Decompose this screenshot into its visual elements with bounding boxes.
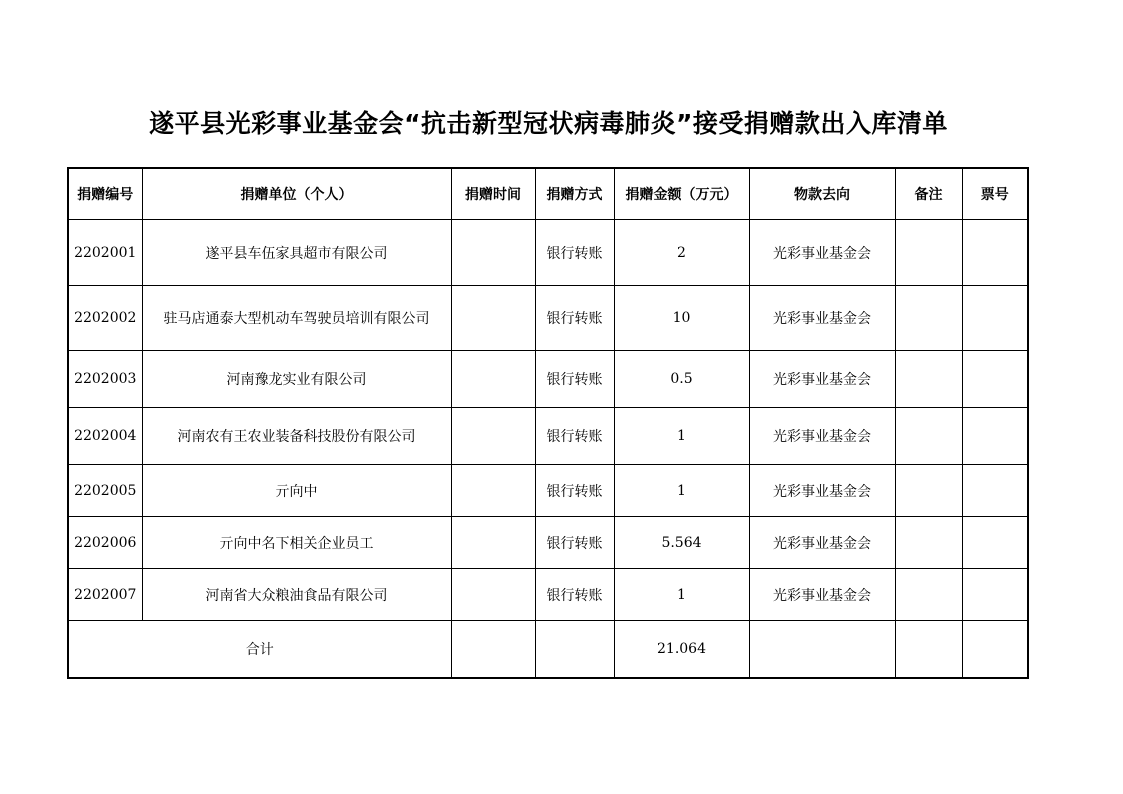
cell-donor: 遂平县车伍家具超市有限公司 <box>142 220 451 286</box>
header-donor: 捐赠单位（个人） <box>142 168 451 220</box>
cell-donor: 亓向中名下相关企业员工 <box>142 517 451 569</box>
total-label: 合计 <box>68 621 451 679</box>
cell-donation-time <box>451 351 535 408</box>
cell-donation-no: 2202004 <box>68 408 142 465</box>
cell-destination: 光彩事业基金会 <box>749 517 895 569</box>
cell-donation-time <box>451 569 535 621</box>
cell-donation-method: 银行转账 <box>535 286 614 351</box>
cell-donation-no: 2202007 <box>68 569 142 621</box>
table-row <box>68 569 1028 621</box>
total-cell-remarks <box>895 621 962 679</box>
cell-donor: 河南农有王农业装备科技股份有限公司 <box>142 408 451 465</box>
total-row <box>68 621 1028 679</box>
cell-destination: 光彩事业基金会 <box>749 286 895 351</box>
header-donation-time: 捐赠时间 <box>451 168 535 220</box>
header-ticket-no: 票号 <box>962 168 1028 220</box>
table-row <box>68 408 1028 465</box>
cell-remarks <box>895 351 962 408</box>
cell-ticket-no <box>962 286 1028 351</box>
cell-donation-method: 银行转账 <box>535 408 614 465</box>
cell-donation-amount: 5.564 <box>614 517 749 569</box>
cell-donor: 河南豫龙实业有限公司 <box>142 351 451 408</box>
cell-destination: 光彩事业基金会 <box>749 220 895 286</box>
cell-donation-method: 银行转账 <box>535 220 614 286</box>
cell-ticket-no <box>962 408 1028 465</box>
cell-ticket-no <box>962 465 1028 517</box>
cell-donation-time <box>451 517 535 569</box>
total-amount: 21.064 <box>614 621 749 679</box>
table-row <box>68 517 1028 569</box>
cell-ticket-no <box>962 517 1028 569</box>
table-row <box>68 286 1028 351</box>
cell-remarks <box>895 286 962 351</box>
total-cell-donation-time <box>451 621 535 679</box>
cell-donation-time <box>451 408 535 465</box>
cell-donation-time <box>451 286 535 351</box>
donation-ledger-table <box>67 167 1029 679</box>
cell-donation-no: 2202003 <box>68 351 142 408</box>
cell-remarks <box>895 517 962 569</box>
cell-donation-amount: 1 <box>614 569 749 621</box>
cell-ticket-no <box>962 351 1028 408</box>
cell-remarks <box>895 408 962 465</box>
cell-donation-no: 2202002 <box>68 286 142 351</box>
cell-donation-time <box>451 220 535 286</box>
header-donation-amount: 捐赠金额（万元） <box>614 168 749 220</box>
table-row <box>68 351 1028 408</box>
total-cell-destination <box>749 621 895 679</box>
cell-donation-method: 银行转账 <box>535 517 614 569</box>
cell-donation-no: 2202006 <box>68 517 142 569</box>
header-row <box>68 168 1028 220</box>
cell-donation-amount: 10 <box>614 286 749 351</box>
cell-donation-no: 2202005 <box>68 465 142 517</box>
cell-donation-no: 2202001 <box>68 220 142 286</box>
cell-donation-amount: 2 <box>614 220 749 286</box>
cell-donation-method: 银行转账 <box>535 569 614 621</box>
total-cell-ticket-no <box>962 621 1028 679</box>
table-row <box>68 465 1028 517</box>
header-donation-no: 捐赠编号 <box>68 168 142 220</box>
cell-destination: 光彩事业基金会 <box>749 351 895 408</box>
cell-donation-time <box>451 465 535 517</box>
cell-donor: 驻马店通泰大型机动车驾驶员培训有限公司 <box>142 286 451 351</box>
cell-donor: 亓向中 <box>142 465 451 517</box>
total-cell-donation-method <box>535 621 614 679</box>
cell-donation-method: 银行转账 <box>535 465 614 517</box>
cell-donation-amount: 0.5 <box>614 351 749 408</box>
cell-destination: 光彩事业基金会 <box>749 465 895 517</box>
cell-donation-amount: 1 <box>614 408 749 465</box>
cell-donation-amount: 1 <box>614 465 749 517</box>
header-destination: 物款去向 <box>749 168 895 220</box>
cell-donor: 河南省大众粮油食品有限公司 <box>142 569 451 621</box>
cell-ticket-no <box>962 569 1028 621</box>
header-donation-method: 捐赠方式 <box>535 168 614 220</box>
cell-destination: 光彩事业基金会 <box>749 408 895 465</box>
cell-remarks <box>895 465 962 517</box>
cell-destination: 光彩事业基金会 <box>749 569 895 621</box>
cell-ticket-no <box>962 220 1028 286</box>
document-title: 遂平县光彩事业基金会“抗击新型冠状病毒肺炎”接受捐赠款出入库清单 <box>149 109 948 138</box>
table-row <box>68 220 1028 286</box>
cell-remarks <box>895 569 962 621</box>
cell-remarks <box>895 220 962 286</box>
header-remarks: 备注 <box>895 168 962 220</box>
cell-donation-method: 银行转账 <box>535 351 614 408</box>
